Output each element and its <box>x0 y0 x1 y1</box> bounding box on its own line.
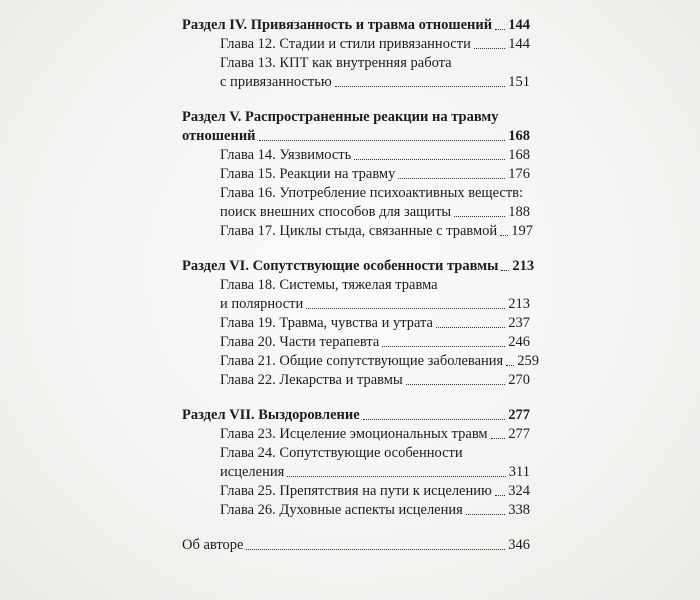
about-author-entry <box>182 536 530 555</box>
section-title: Раздел VI. Сопутствующие особенности травмы <box>182 258 499 274</box>
section-heading <box>182 257 535 276</box>
section-title: Раздел IV. Привязанность и травма отношений <box>182 17 493 33</box>
section-heading <box>182 108 530 127</box>
chapter-entry <box>182 333 530 352</box>
leader-dots <box>354 159 505 160</box>
chapter-title: Глава 14. Уязвимость <box>220 147 352 163</box>
leader-dots <box>335 86 506 87</box>
chapter-title: Глава 23. Исцеление эмоциональных травм <box>220 426 488 442</box>
chapter-entry <box>182 371 530 390</box>
chapter-entry <box>182 146 530 165</box>
leader-dots <box>491 438 506 439</box>
toc-section <box>182 257 539 390</box>
chapter-entry-continued <box>182 463 530 482</box>
page-number: 144 <box>508 36 530 52</box>
page-number: 151 <box>508 74 530 90</box>
section-heading <box>182 406 530 425</box>
chapter-title: Глава 25. Препятствия на пути к исцелению <box>220 483 492 499</box>
page-number: 237 <box>508 315 530 331</box>
page-number: 346 <box>508 537 530 553</box>
chapter-entry <box>182 276 530 295</box>
page-number: 246 <box>508 334 530 350</box>
leader-dots <box>259 140 506 141</box>
leader-dots <box>500 235 508 236</box>
leader-dots <box>495 29 505 30</box>
section-title: Раздел VII. Выздоровление <box>182 407 360 423</box>
page-number: 277 <box>508 426 530 442</box>
leader-dots <box>474 48 505 49</box>
chapter-entry <box>182 314 530 333</box>
page-number: 324 <box>508 483 530 499</box>
leader-dots <box>382 346 505 347</box>
toc-section <box>182 406 530 520</box>
chapter-entry <box>182 444 530 463</box>
chapter-title-continued: с привязанностью <box>220 74 332 90</box>
chapter-title: Глава 26. Духовные аспекты исцеления <box>220 502 463 518</box>
section-heading-continued <box>182 127 530 146</box>
section-heading <box>182 16 530 35</box>
leader-dots <box>363 419 506 420</box>
chapter-title: Глава 21. Общие сопутствующие заболевания <box>220 353 504 369</box>
page-number: 197 <box>511 223 533 239</box>
chapter-title: Глава 16. Употребление психоактивных веществ: <box>220 185 524 201</box>
leader-dots <box>287 476 506 477</box>
chapter-title-continued: и полярности <box>220 296 304 312</box>
leader-dots <box>466 514 505 515</box>
page-number: 168 <box>508 147 530 163</box>
section-title: Раздел V. Распространенные реакции на травму <box>182 109 499 125</box>
page-number: 188 <box>508 204 530 220</box>
page-number: 176 <box>508 166 530 182</box>
leader-dots <box>398 178 505 179</box>
leader-dots <box>454 216 505 217</box>
page-number: 277 <box>508 407 530 423</box>
chapter-title: Глава 17. Циклы стыда, связанные с травмой <box>220 223 498 239</box>
chapter-entry-continued <box>182 203 530 222</box>
page-number: 168 <box>508 128 530 144</box>
chapter-title: Глава 22. Лекарства и травмы <box>220 372 403 388</box>
page-number: 338 <box>508 502 530 518</box>
page-number: 270 <box>508 372 530 388</box>
leader-dots <box>406 384 506 385</box>
toc-section <box>182 108 533 241</box>
leader-dots <box>501 270 509 271</box>
page-number: 259 <box>517 353 539 369</box>
chapter-entry <box>182 184 530 203</box>
leader-dots <box>246 549 505 550</box>
chapter-title: Глава 19. Травма, чувства и утрата <box>220 315 433 331</box>
chapter-entry <box>182 482 530 501</box>
section-title-continued: отношений <box>182 128 256 144</box>
chapter-entry <box>182 35 530 54</box>
chapter-entry <box>182 501 530 520</box>
chapter-title-continued: исцеления <box>220 464 285 480</box>
chapter-entry <box>182 54 530 73</box>
chapter-title: Глава 20. Части терапевта <box>220 334 380 350</box>
chapter-title: Глава 24. Сопутствующие особенности <box>220 445 463 461</box>
chapter-entry-continued <box>182 295 530 314</box>
chapter-title: Глава 18. Системы, тяжелая травма <box>220 277 438 293</box>
page-number: 311 <box>508 464 530 480</box>
toc-section <box>182 16 530 92</box>
page-number: 144 <box>508 17 530 33</box>
chapter-entry <box>182 222 533 241</box>
chapter-entry <box>182 165 530 184</box>
chapter-title: Глава 12. Стадии и стили привязанности <box>220 36 471 52</box>
leader-dots <box>506 365 514 366</box>
leader-dots <box>306 308 505 309</box>
page-number: 213 <box>512 258 535 274</box>
table-of-contents <box>182 16 539 555</box>
about-author-title: Об авторе <box>182 537 244 553</box>
chapter-entry <box>182 425 530 444</box>
chapter-entry-continued <box>182 73 530 92</box>
chapter-title-continued: поиск внешних способов для защиты <box>220 204 452 220</box>
chapter-title: Глава 13. КПТ как внутренняя работа <box>220 55 452 71</box>
chapter-entry <box>182 352 539 371</box>
page-number: 213 <box>508 296 530 312</box>
leader-dots <box>436 327 505 328</box>
chapter-title: Глава 15. Реакции на травму <box>220 166 396 182</box>
leader-dots <box>495 495 505 496</box>
